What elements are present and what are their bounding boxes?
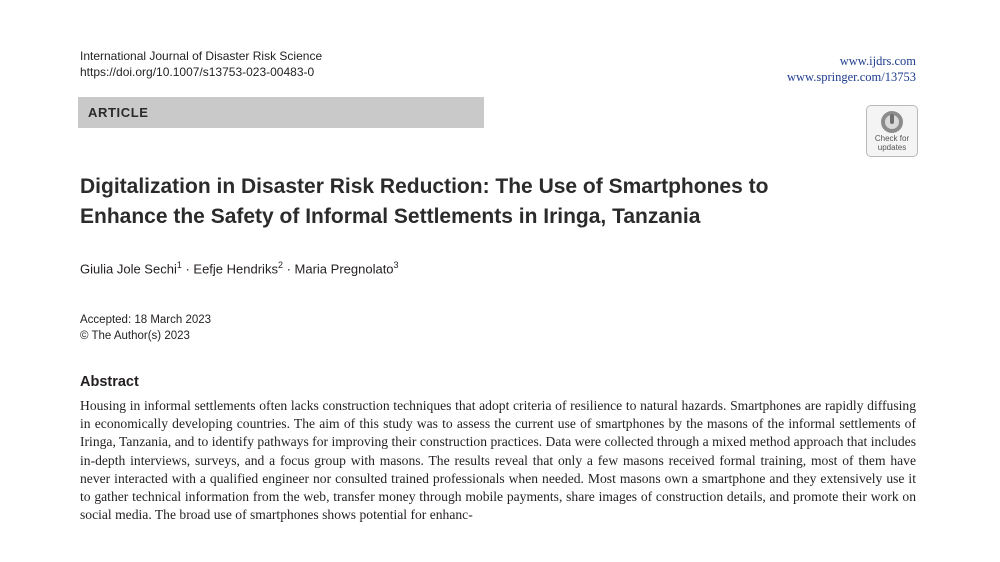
publication-dates	[80, 312, 211, 344]
abstract-text: Housing in informal settlements often lacks construction techniques that adopt criteria of resilience to natural hazards. Smartphones are rapidly diffusing in economically developing countries. The aim of this study was to assess the current use of smartphones by the masons of the informal settlements of Iringa, Tanzania, and to identify pathways for improving their construction practices. Data were collected through a mixed method approach that includes in-depth interviews, surveys, and a focus group with masons. The results reveal that only a few masons received formal training, most of them have never interacted with a qualified engineer nor consulted trained professionals when needed. Most masons own a smartphone and they extensively use it to gather technical information from the web, transfer money through mobile payments, share images of construction details, and promote their work on social media. The broad use of smartphones shows potential for enhanc-	[80, 398, 916, 523]
journal-site-link[interactable]: www.ijdrs.com	[839, 54, 916, 68]
author-affiliation-marker: 2	[277, 260, 283, 270]
author-name[interactable]: Giulia Jole Sechi	[80, 261, 177, 277]
author-list	[80, 260, 399, 276]
paper-title: Digitalization in Disaster Risk Reduction: The Use of Smartphones to Enhance the Safety of Informal Settlements in Iringa, Tanzania	[80, 175, 769, 228]
check-for-updates-badge[interactable]	[866, 105, 918, 157]
author-name[interactable]: Eefje Hendriks	[193, 261, 278, 277]
springer-link[interactable]: www.springer.com/13753	[786, 70, 916, 84]
accepted-date: Accepted: 18 March 2023	[80, 314, 212, 326]
abstract-heading: Abstract	[80, 374, 139, 390]
journal-name: International Journal of Disaster Risk Science	[80, 49, 323, 63]
check-for-updates-icon	[880, 110, 904, 134]
author-name[interactable]: Maria Pregnolato	[294, 261, 394, 277]
copyright-line: © The Author(s) 2023	[80, 330, 190, 342]
badge-label-line1: Check for	[874, 134, 910, 143]
article-type-label: ARTICLE	[88, 105, 149, 120]
journal-links	[787, 53, 916, 85]
author-affiliation-marker: 3	[393, 260, 399, 270]
journal-header	[80, 48, 322, 80]
badge-label-line2: updates	[877, 143, 907, 152]
author-affiliation-marker: 1	[176, 260, 182, 270]
article-type-bar	[78, 97, 484, 128]
author-separator: ·	[282, 261, 295, 277]
journal-doi[interactable]: https://doi.org/10.1007/s13753-023-00483-0	[80, 65, 315, 79]
author-separator: ·	[181, 261, 194, 277]
